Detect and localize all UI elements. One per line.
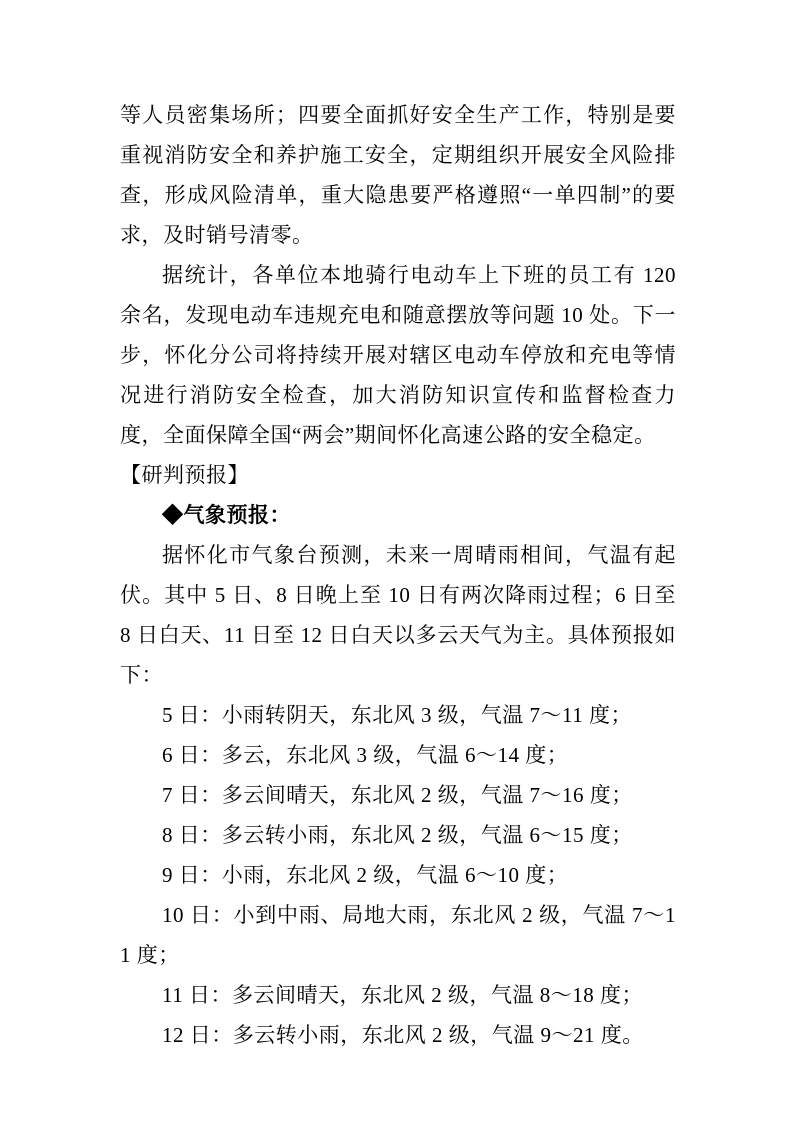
body-paragraph-continuation: 等人员密集场所；四要全面抓好安全生产工作，特别是要重视消防安全和养护施工安全，定期组织开展安全风险排查，形成风险清单，重大隐患要严格遵照“一单四制”的要求，及时销号清零。 [120, 103, 676, 247]
forecast-line-day10: 10 日：小到中雨、局地大雨，东北风 2 级，气温 7～11 度； [120, 903, 676, 967]
forecast-line-day5: 5 日：小雨转阴天，东北风 3 级，气温 7～11 度； [162, 703, 632, 727]
forecast-line-day7: 7 日：多云间晴天，东北风 2 级，气温 7～16 度； [162, 783, 633, 807]
forecast-line-day12: 12 日：多云转小雨，东北风 2 级，气温 9～21 度。 [162, 1023, 644, 1047]
body-paragraph-statistics: 据统计，各单位本地骑行电动车上下班的员工有 120 余名，发现电动车违规充电和随意摆放等问题 10 处。下一步，怀化分公司将持续开展对辖区电动车停放和充电等情况进行消防安全检查，加大消防知识宣传和监督检查力度，全面保障全国“两会”期间怀化高速公路的安全稳定。 [120, 263, 676, 447]
subsection-heading-weather: ◆气象预报： [162, 503, 291, 527]
page-content [120, 95, 676, 1055]
forecast-line-day11: 11 日：多云间晴天，东北风 2 级，气温 8～18 度； [162, 983, 643, 1007]
forecast-line-day9: 9 日：小雨，东北风 2 级，气温 6～10 度； [162, 863, 569, 887]
forecast-line-day6: 6 日：多云，东北风 3 级，气温 6～14 度； [162, 743, 569, 767]
forecast-line-day8: 8 日：多云转小雨，东北风 2 级，气温 6～15 度； [162, 823, 633, 847]
forecast-intro-paragraph: 据怀化市气象台预测，未来一周晴雨相间，气温有起伏。其中 5 日、8 日晚上至 10 日有两次降雨过程；6 日至 8 日白天、11 日至 12 日白天以多云天气为主。具体预报如下： [120, 543, 676, 687]
section-heading-forecast: 【研判预报】 [120, 463, 249, 487]
